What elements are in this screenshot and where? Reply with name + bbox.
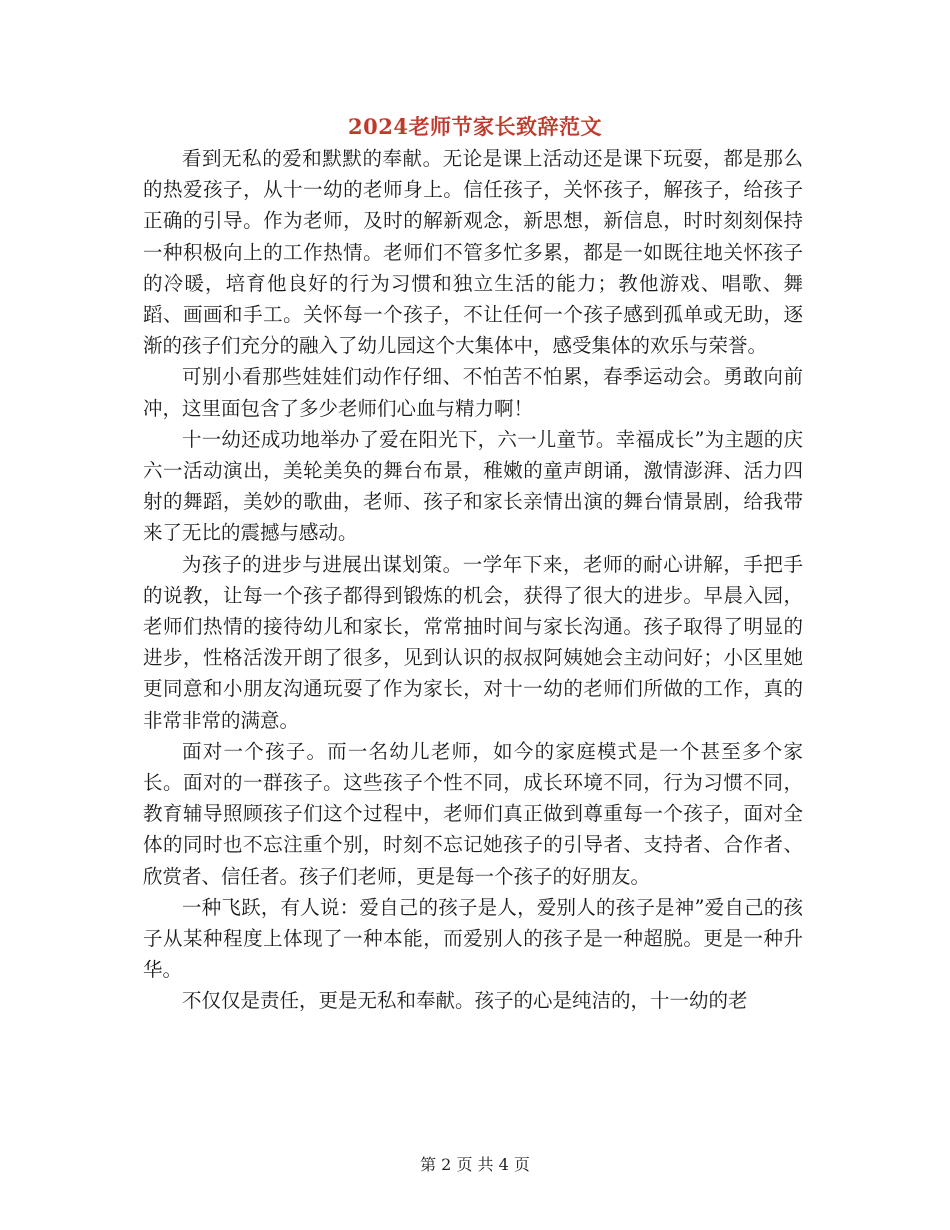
page-footer: 第 2 页 共 4 页 bbox=[420, 1155, 530, 1174]
paragraph: 为孩子的进步与进展出谋划策。一学年下来，老师的耐心讲解，手把手的说教，让每一个孩子都得到锻炼的机会，获得了很大的进步。早晨入园，老师们热情的接待幼儿和家长，常常抽时间与家长沟通。孩子取得了明显的进步，性格活泼开朗了很多，见到认识的叔叔阿姨她会主动问好；小区里她更同意和小朋友沟通玩耍了作为家长，对十一幼的老师们所做的工作，真的非常非常的满意。 bbox=[143, 552, 803, 732]
paragraph: 十一幼还成功地举办了爱在阳光下，六一儿童节。幸福成长”为主题的庆六一活动演出，美轮美奂的舞台布景，稚嫩的童声朗诵，激情澎湃、活力四射的舞蹈，美妙的歌曲，老师、孩子和家长亲情出演的舞台情景剧，给我带来了无比的震撼与感动。 bbox=[143, 427, 803, 545]
page-title: 2024老师节家长致辞范文 bbox=[348, 114, 602, 139]
paragraph: 看到无私的爱和默默的奉献。无论是课上活动还是课下玩耍，都是那么的热爱孩子，从十一幼的老师身上。信任孩子，关怀孩子，解孩子，给孩子正确的引导。作为老师，及时的解新观念，新思想，新信息，时时刻刻保持一种积极向上的工作热情。老师们不管多忙多累，都是一如既往地关怀孩子的冷暖，培育他良好的行为习惯和独立生活的能力；教他游戏、唱歌、舞蹈、画画和手工。关怀每一个孩子，不让任何一个孩子感到孤单或无助，逐渐的孩子们充分的融入了幼儿园这个大集体中，感受集体的欢乐与荣誉。 bbox=[143, 147, 803, 358]
paragraph: 可别小看那些娃娃们动作仔细、不怕苦不怕累，春季运动会。勇敢向前冲，这里面包含了多少老师们心血与精力啊！ bbox=[143, 365, 803, 420]
paragraph: 面对一个孩子。而一名幼儿老师，如今的家庭模式是一个甚至多个家长。面对的一群孩子。这些孩子个性不同，成长环境不同，行为习惯不同，教育辅导照顾孩子们这个过程中，老师们真正做到尊重每一个孩子，面对全体的同时也不忘注重个别，时刻不忘记她孩子的引导者、支持者、合作者、欣赏者、信任者。孩子们老师，更是每一个孩子的好朋友。 bbox=[143, 739, 803, 888]
paragraph: 不仅仅是责任，更是无私和奉献。孩子的心是纯洁的，十一幼的老 bbox=[182, 989, 748, 1013]
paragraph: 一种飞跃，有人说：爱自己的孩子是人，爱别人的孩子是神”爱自己的孩子从某种程度上体现了一种本能，而爱别人的孩子是一种超脱。更是一种升华。 bbox=[143, 895, 803, 982]
document-body bbox=[143, 143, 803, 1017]
